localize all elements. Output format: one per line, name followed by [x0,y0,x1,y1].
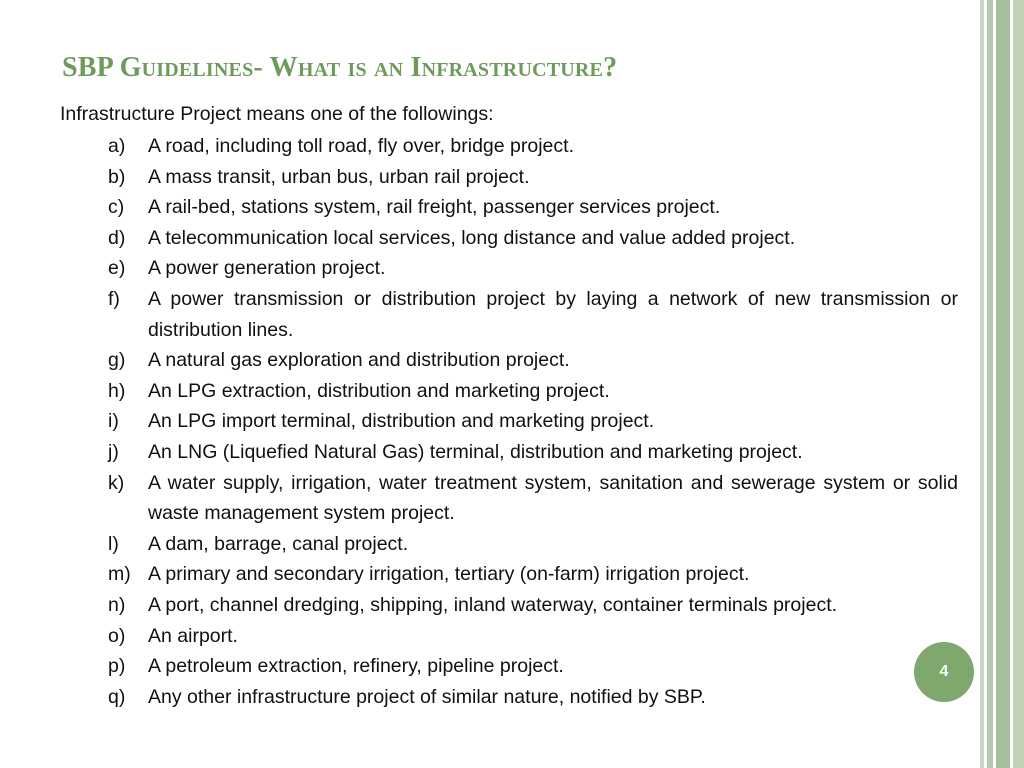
list-item-marker: h) [108,379,126,402]
list-item [108,437,958,468]
list-item-text: A petroleum extraction, refinery, pipeline project. [148,655,564,678]
list-item-marker: l) [108,532,119,555]
list-item-marker: j) [108,440,119,463]
list-item-marker: o) [108,624,126,647]
list-item-marker: d) [108,226,126,249]
list-item-text: Any other infrastructure project of similar nature, notified by SBP. [148,685,706,708]
list-item [108,406,958,437]
list-item-marker: i) [108,410,119,433]
list-item [108,590,958,621]
page-number-badge [914,642,974,702]
list-item-text: A power generation project. [148,257,386,280]
list-item-text: An LPG extraction, distribution and marketing project. [148,379,610,402]
page-number: 4 [939,663,949,680]
list-item-marker: g) [108,349,126,372]
list-item [108,559,958,590]
list-item-text: A rail-bed, stations system, rail freight, passenger services project. [148,196,721,219]
list-item-marker: k) [108,471,125,494]
list-item-text: A natural gas exploration and distribution project. [148,349,570,372]
list-item-text: A telecommunication local services, long distance and value added project. [148,226,796,249]
list-item-text: A port, channel dredging, shipping, inland waterway, container terminals project. [148,593,838,616]
infrastructure-list [108,131,958,712]
list-item [108,345,958,376]
list-item-text: An LNG (Liquefied Natural Gas) terminal, distribution and marketing project. [148,440,803,463]
list-item [108,651,958,682]
list-item-text: An LPG import terminal, distribution and marketing project. [148,410,655,433]
list-item [108,284,958,345]
list-item [108,223,958,254]
list-item-text: A primary and secondary irrigation, tertiary (on-farm) irrigation project. [148,563,750,586]
list-item-marker: a) [108,135,126,157]
list-item-text: A mass transit, urban bus, urban rail project. [148,165,530,188]
list-item-marker: q) [108,685,126,708]
list-item-text: An airport. [148,624,238,647]
list-item-marker: p) [108,655,126,678]
right-decorative-border [980,0,1024,768]
list-item [108,682,958,713]
list-item [108,529,958,560]
list-item [108,253,958,284]
list-item-marker: n) [108,593,126,616]
list-item-text: A road, including toll road, fly over, bridge project. [148,135,574,157]
list-item-marker: c) [108,196,125,219]
list-item-text: A power transmission or distribution project by laying a network of new transmission or distribution lines. [148,287,958,341]
intro-text: Infrastructure Project means one of the followings: [60,103,494,125]
list-item-text: A water supply, irrigation, water treatment system, sanitation and sewerage system or solid waste management system project. [148,471,958,525]
list-item [108,621,958,652]
list-item [108,131,958,162]
list-item [108,192,958,223]
list-item [108,162,958,193]
list-item-marker: m) [108,563,131,586]
list-item [108,468,958,529]
list-item-marker: e) [108,257,126,280]
list-item-marker: b) [108,165,126,188]
list-item [108,376,958,407]
list-item-marker: f) [108,287,120,310]
slide-title: SBP Guidelines- What is an Infrastructure? [62,52,618,83]
list-item-text: A dam, barrage, canal project. [148,532,409,555]
